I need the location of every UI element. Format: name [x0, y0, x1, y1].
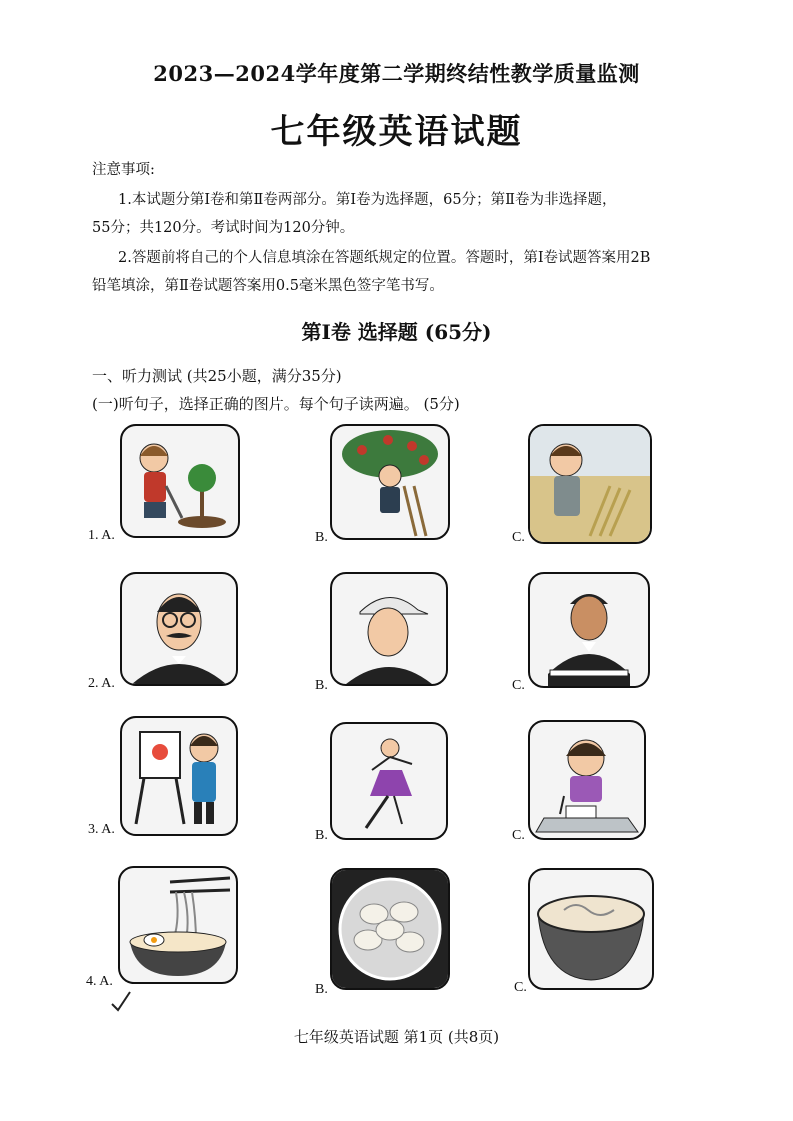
- section-title: 第Ⅰ卷 选择题 (65分): [301, 320, 492, 344]
- man-glasses-mustache-icon: [122, 574, 236, 684]
- q1-option-a-image[interactable]: [120, 424, 240, 538]
- girl-planting-tree-icon: [122, 426, 238, 536]
- dumplings-plate-icon: [332, 870, 448, 988]
- q3-option-b-image[interactable]: [330, 722, 448, 840]
- q3-option-a-image[interactable]: [120, 716, 238, 836]
- q3-label-b: B.: [315, 828, 328, 843]
- q4-option-a-image[interactable]: [118, 866, 238, 984]
- exam-title: 2023—2024学年度第二学期终结性教学质量监测: [153, 61, 640, 86]
- q2-label-b: B.: [315, 678, 328, 693]
- porridge-bowl-icon: [530, 870, 652, 988]
- q4-option-b-image[interactable]: [330, 868, 450, 990]
- notes-heading: 注意事项:: [92, 162, 155, 178]
- q4-option-c-image[interactable]: [528, 868, 654, 990]
- noodles-bowl-icon: [120, 868, 236, 982]
- girl-picking-apples-icon: [332, 426, 448, 538]
- q1-label-c: C.: [512, 530, 525, 545]
- q1-label-b: B.: [315, 530, 328, 545]
- q3-label-a: 3. A.: [88, 822, 115, 837]
- q2-option-b-image[interactable]: [330, 572, 448, 686]
- part1-heading: 一、听力测试 (共25小题，满分35分): [92, 367, 342, 385]
- girl-in-wheat-field-icon: [530, 426, 650, 542]
- q1-label-a: 1. A.: [88, 528, 115, 543]
- notes-item2-line2: 铅笔填涂，第Ⅱ卷试题答案用0.5毫米黑色签字笔书写。: [92, 278, 444, 294]
- q1-option-b-image[interactable]: [330, 424, 450, 540]
- girl-dancing-icon: [332, 724, 446, 838]
- notes-item1-line2: 55分；共120分。考试时间为120分钟。: [92, 220, 355, 236]
- exam-subtitle: 七年级英语试题: [270, 112, 523, 152]
- q2-label-c: C.: [512, 678, 525, 693]
- man-cap-icon: [332, 574, 446, 684]
- notes-item1-line1: 1.本试题分第Ⅰ卷和第Ⅱ卷两部分。第Ⅰ卷为选择题，65分；第Ⅱ卷为非选择题，: [118, 192, 617, 208]
- q2-option-c-image[interactable]: [528, 572, 650, 688]
- answer-check-mark-icon: [110, 990, 132, 1012]
- man-suit-icon: [530, 574, 648, 686]
- q4-label-c: C.: [514, 980, 527, 995]
- part1-instruction: (一)听句子，选择正确的图片。每个句子读两遍。 (5分): [92, 395, 460, 413]
- page-footer: 七年级英语试题 第1页 (共8页): [293, 1028, 500, 1046]
- q3-label-c: C.: [512, 828, 525, 843]
- q1-option-c-image[interactable]: [528, 424, 652, 544]
- q2-label-a: 2. A.: [88, 676, 115, 691]
- q4-label-b: B.: [315, 982, 328, 997]
- q2-option-a-image[interactable]: [120, 572, 238, 686]
- girl-painting-icon: [122, 718, 236, 834]
- q3-option-c-image[interactable]: [528, 720, 646, 840]
- girl-writing-icon: [530, 722, 644, 838]
- notes-item2-line1: 2.答题前将自己的个人信息填涂在答题纸规定的位置。答题时，第Ⅰ卷试题答案用2B: [118, 250, 651, 266]
- q4-label-a: 4. A.: [86, 974, 113, 989]
